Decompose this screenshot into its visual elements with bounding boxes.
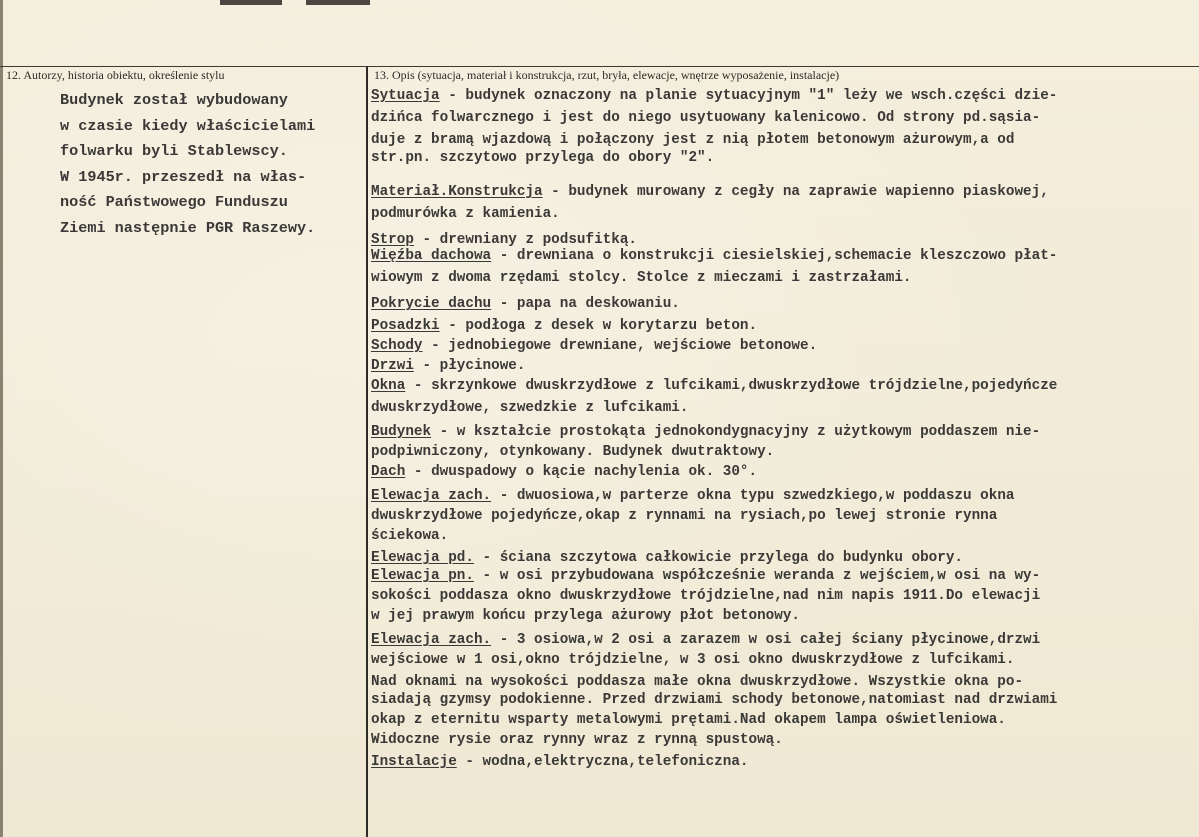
- description-text: - w kształcie prostokąta jednokondygnacyjny z użytkowym poddaszem nie-: [431, 424, 1041, 440]
- description-label: Elewacja zach.: [371, 632, 492, 648]
- description-text: - wodna,elektryczna,telefoniczna.: [456, 754, 749, 770]
- description-text: - 3 osiowa,w 2 osi a zarazem w osi całej ściany płycinowe,drzwi: [491, 632, 1041, 648]
- history-line: W 1945r. przeszedł na włas-: [60, 167, 307, 186]
- description-text: Widoczne rysie oraz rynny wraz z rynną spustową.: [371, 732, 783, 748]
- description-text: w jej prawym końcu przylega ażurowy płot betonowy.: [371, 608, 800, 624]
- description-text: podpiwniczony, otynkowany. Budynek dwutraktowy.: [371, 444, 775, 460]
- description-text: str.pn. szczytowo przylega do obory "2".: [371, 150, 715, 166]
- description-line: [371, 527, 448, 545]
- description-text: - jednobiegowe drewniane, wejściowe betonowe.: [422, 338, 818, 354]
- description-text: - drewniany z podsufitką.: [413, 232, 637, 248]
- description-label: Elewacja zach.: [371, 488, 492, 504]
- description-line: [371, 731, 783, 749]
- description-line: [371, 131, 1014, 149]
- description-label: Okna: [371, 378, 406, 394]
- section-12-heading: 12. Autorzy, historia obiektu, określenie stylu: [6, 68, 225, 82]
- description-text: - w osi przybudowana współcześnie weranda z wejściem,w osi na wy-: [473, 568, 1041, 584]
- description-text: - dwuosiowa,w parterze okna typu szwedzkiego,w poddaszu okna: [491, 488, 1015, 504]
- description-text: - budynek oznaczony na planie sytuacyjnym "1" leży we wsch.części dzie-: [439, 88, 1058, 104]
- description-line: [371, 651, 1014, 669]
- description-label: Strop: [371, 232, 414, 248]
- description-line: [371, 567, 1040, 585]
- description-line: [371, 183, 1049, 201]
- description-text: - płycinowe.: [413, 358, 526, 374]
- description-text: - budynek murowany z cegły na zaprawie wapienno piaskowej,: [542, 184, 1049, 200]
- description-line: [371, 443, 774, 461]
- description-text: ściekowa.: [371, 528, 449, 544]
- description-label: Drzwi: [371, 358, 414, 374]
- description-line: [371, 205, 560, 223]
- description-label: Elewacja pn.: [371, 568, 474, 584]
- description-line: [371, 507, 997, 525]
- description-line: [371, 631, 1040, 649]
- description-line: [371, 587, 1040, 605]
- description-line: [371, 673, 1023, 691]
- description-line: [371, 487, 1014, 505]
- description-text: - ściana szczytowa całkowicie przylega do budynku obory.: [473, 550, 964, 566]
- description-label: Pokrycie dachu: [371, 296, 492, 312]
- description-text: sokości poddasza okno dwuskrzydłowe trójdzielne,nad nim napis 1911.Do elewacji: [371, 588, 1041, 604]
- description-line: [371, 377, 1057, 395]
- description-text: - drewniana o konstrukcji ciesielskiej,schemacie kleszczowo płat-: [491, 248, 1058, 264]
- description-line: [371, 87, 1057, 105]
- description-line: [371, 423, 1040, 441]
- description-line: [371, 607, 800, 625]
- description-text: dwuskrzydłowe, szwedzkie z lufcikami.: [371, 400, 689, 416]
- description-text: - papa na deskowaniu.: [491, 296, 680, 312]
- description-line: [371, 149, 714, 167]
- description-text: wiowym z dwoma rzędami stolcy. Stolce z mieczami i zastrzałami.: [371, 270, 912, 286]
- history-line: w czasie kiedy właścicielami: [60, 116, 316, 135]
- history-line: Budynek został wybudowany: [60, 91, 288, 109]
- description-label: Budynek: [371, 424, 432, 440]
- description-label: Sytuacja: [371, 88, 440, 104]
- page-edge: [0, 0, 3, 837]
- top-marks: [220, 0, 370, 6]
- description-line: [371, 317, 757, 335]
- description-line: [371, 247, 1057, 265]
- description-text: duje z bramą wjazdową i połączony jest z nią płotem betonowym ażurowym,a od: [371, 132, 1015, 148]
- description-text: dzińca folwarcznego i jest do niego usytuowany kalenicowo. Od strony pd.sąsia-: [371, 110, 1041, 126]
- history-line: folwarku byli Stablewscy.: [60, 142, 288, 160]
- horizontal-rule: [0, 66, 1199, 67]
- description-line: [371, 463, 757, 481]
- description-text: - skrzynkowe dwuskrzydłowe z lufcikami,dwuskrzydłowe trójdzielne,pojedyńcze: [405, 378, 1058, 394]
- description-line: [371, 549, 963, 567]
- description-line: [371, 753, 749, 771]
- description-text: - dwuspadowy o kącie nachylenia ok. 30°.: [405, 464, 758, 480]
- description-line: [371, 691, 1057, 709]
- section-12-text: [60, 88, 315, 241]
- description-line: [371, 269, 912, 287]
- description-label: Więźba dachowa: [371, 248, 492, 264]
- description-line: [371, 399, 688, 417]
- section-13-heading: 13. Opis (sytuacja, materiał i konstrukcja, rzut, bryła, elewacje, wnętrze wyposażenie, instalacje): [374, 68, 840, 82]
- description-text: wejściowe w 1 osi,okno trójdzielne, w 3 osi okno dwuskrzydłowe z lufcikami.: [371, 652, 1015, 668]
- description-line: [371, 357, 525, 375]
- history-line: ność Państwowego Funduszu: [60, 193, 288, 211]
- description-label: Materiał.Konstrukcja: [371, 184, 543, 200]
- description-label: Dach: [371, 464, 406, 480]
- description-text: dwuskrzydłowe pojedyńcze,okap z rynnami na rysiach,po lewej stronie rynna: [371, 508, 998, 524]
- description-line: [371, 109, 1040, 127]
- description-label: Elewacja pd.: [371, 550, 474, 566]
- description-text: - podłoga z desek w korytarzu beton.: [439, 318, 758, 334]
- description-line: [371, 337, 817, 355]
- description-text: siadają gzymsy podokienne. Przed drzwiami schody betonowe,natomiast nad drzwiami: [371, 692, 1058, 708]
- description-text: podmurówka z kamienia.: [371, 206, 560, 222]
- description-line: [371, 295, 680, 313]
- description-text: Nad oknami na wysokości poddasza małe okna dwuskrzydłowe. Wszystkie okna po-: [371, 674, 1024, 690]
- description-text: okap z eternitu wsparty metalowymi prętami.Nad okapem lampa oświetleniowa.: [371, 712, 1006, 728]
- description-line: [371, 711, 1006, 729]
- description-label: Instalacje: [371, 754, 457, 770]
- description-label: Posadzki: [371, 318, 440, 334]
- description-label: Schody: [371, 338, 423, 354]
- column-divider: [366, 66, 368, 837]
- history-line: Ziemi następnie PGR Raszewy.: [60, 218, 316, 237]
